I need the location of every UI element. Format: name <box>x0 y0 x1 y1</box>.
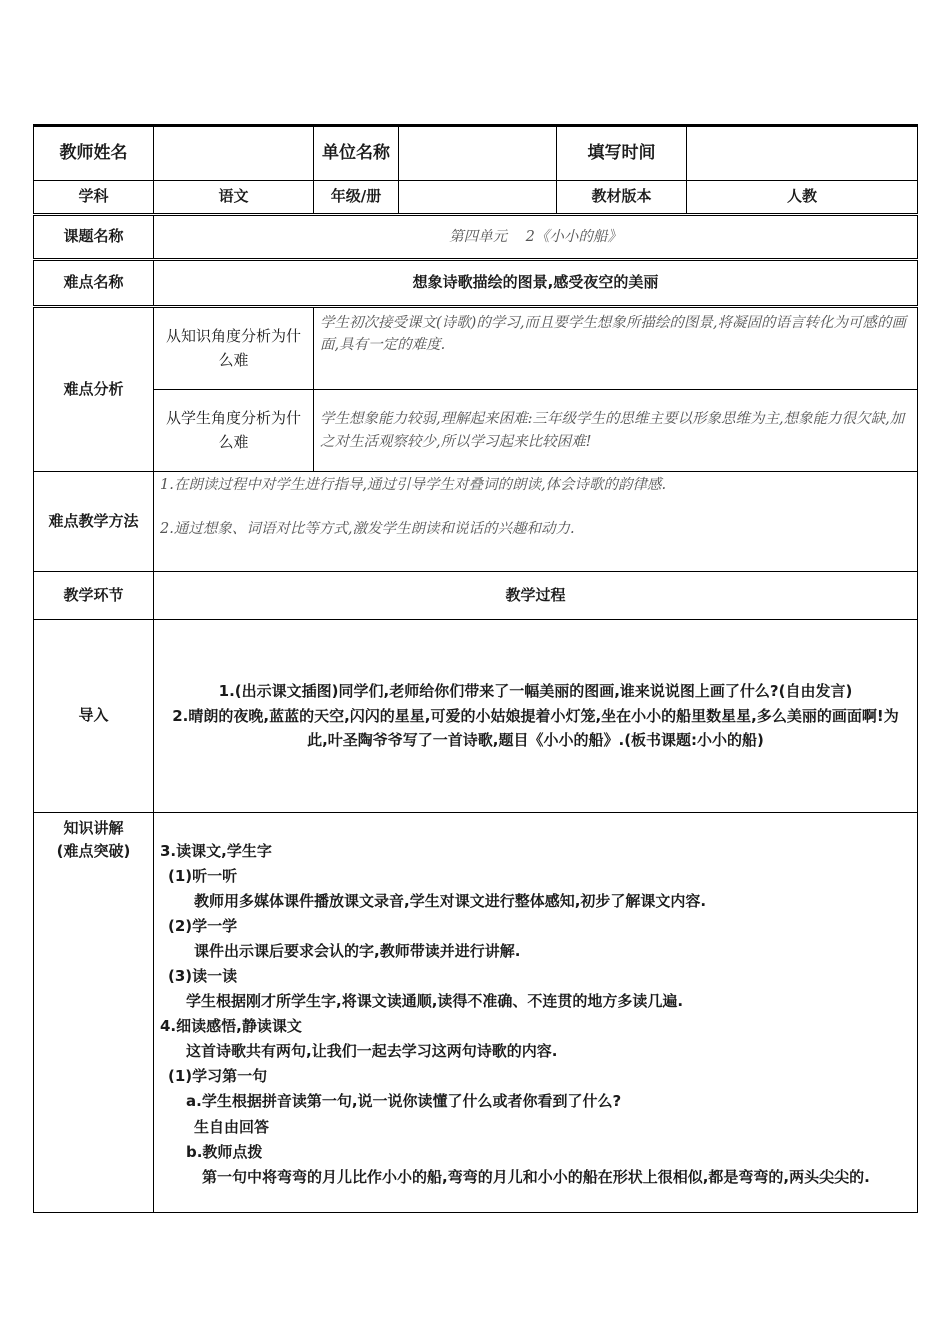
method-label: 难点教学方法 <box>34 472 154 572</box>
process-header-label: 教学过程 <box>154 572 918 620</box>
subject-label: 学科 <box>34 181 154 215</box>
method-item-1: 1.在朗读过程中对学生进行指导,通过引导学生对叠词的朗读,体会诗歌的韵律感. <box>160 477 667 493</box>
process-line: 课件出示课后要求会认的字,教师带读并进行讲解. <box>194 942 521 961</box>
process-line: (2)学一学 <box>168 917 238 936</box>
process-line: (1)听一听 <box>168 867 238 886</box>
unit-name-label: 单位名称 <box>314 126 399 181</box>
process-line: (1)学习第一句 <box>168 1067 268 1086</box>
subject-value: 语文 <box>154 181 314 215</box>
process-line: a.学生根据拼音读第一句,说一说你读懂了什么或者你看到了什么? <box>186 1092 622 1111</box>
knowledge-angle-text: 学生初次接受课文(诗歌)的学习,而且要学生想象所描绘的图景,将凝固的语言转化为可感的画面,具有一定的难度. <box>314 307 918 390</box>
grade-value <box>399 181 557 215</box>
process-line: 生自由回答 <box>194 1117 270 1136</box>
process-line: (3)读一读 <box>168 967 238 986</box>
knowledge-label <box>34 813 154 1213</box>
fill-date-label: 填写时间 <box>557 126 687 181</box>
method-item-2: 2.通过想象、词语对比等方式,激发学生朗读和说话的兴趣和动力. <box>160 521 575 538</box>
process-line: 3.读课文,学生字 <box>160 842 272 860</box>
difficulty-label: 难点名称 <box>34 260 154 307</box>
knowledge-label-line-1: 知识讲解 <box>63 819 124 837</box>
stage-header-label: 教学环节 <box>34 572 154 620</box>
teacher-name-label: 教师姓名 <box>34 126 154 181</box>
edition-value: 人教 <box>687 181 918 215</box>
intro-line-2: 2.晴朗的夜晚,蓝蓝的天空,闪闪的星星,可爱的小姑娘提着小灯笼,坐在小小的船里数星星,多么美丽的画面啊!为此,叶圣陶爷爷写了一首诗歌,题目《小小的船》.(板书课题:小小的船) <box>172 706 899 750</box>
student-angle-text: 学生想象能力较弱,理解起来困难:三年级学生的思维主要以形象思维为主,想象能力很欠缺,加之对生活观察较少,所以学习起来比较困难! <box>314 390 918 472</box>
grade-label: 年级/册 <box>314 181 399 215</box>
lesson-plan-table <box>33 124 918 1213</box>
intro-label: 导入 <box>34 620 154 813</box>
process-line: 第一句中将弯弯的月儿比作小小的船,弯弯的月儿和小小的船在形状上很相似,都是弯弯的,两头尖尖的. <box>202 1167 870 1186</box>
intro-line-1: 1.(出示课文插图)同学们,老师给你们带来了一幅美丽的图画,谁来说说图上画了什么?(自由发言) <box>218 681 853 700</box>
process-line: b.教师点拨 <box>186 1142 263 1161</box>
knowledge-content <box>154 813 918 1213</box>
topic-value: 第四单元 2《小小的船》 <box>154 215 918 260</box>
unit-name-value <box>399 126 557 181</box>
process-line: 教师用多媒体课件播放课文录音,学生对课文进行整体感知,初步了解课文内容. <box>194 892 707 911</box>
process-line: 这首诗歌共有两句,让我们一起去学习这两句诗歌的内容. <box>186 1042 558 1061</box>
process-line: 4.细读感悟,静读课文 <box>160 1017 302 1036</box>
analysis-label: 难点分析 <box>34 307 154 472</box>
process-line: 学生根据刚才所学生字,将课文读通顺,读得不准确、不连贯的地方多读几遍. <box>186 992 684 1011</box>
lesson-plan-document <box>33 124 917 1213</box>
edition-label: 教材版本 <box>557 181 687 215</box>
difficulty-value: 想象诗歌描绘的图景,感受夜空的美丽 <box>154 260 918 307</box>
teacher-name-value <box>154 126 314 181</box>
student-angle-label: 从学生角度分析为什么难 <box>154 390 314 472</box>
topic-label: 课题名称 <box>34 215 154 260</box>
knowledge-label-line-2: (难点突破) <box>56 842 131 861</box>
fill-date-value <box>687 126 918 181</box>
knowledge-angle-label: 从知识角度分析为什么难 <box>154 307 314 390</box>
intro-content <box>154 620 918 813</box>
method-content <box>154 472 918 572</box>
